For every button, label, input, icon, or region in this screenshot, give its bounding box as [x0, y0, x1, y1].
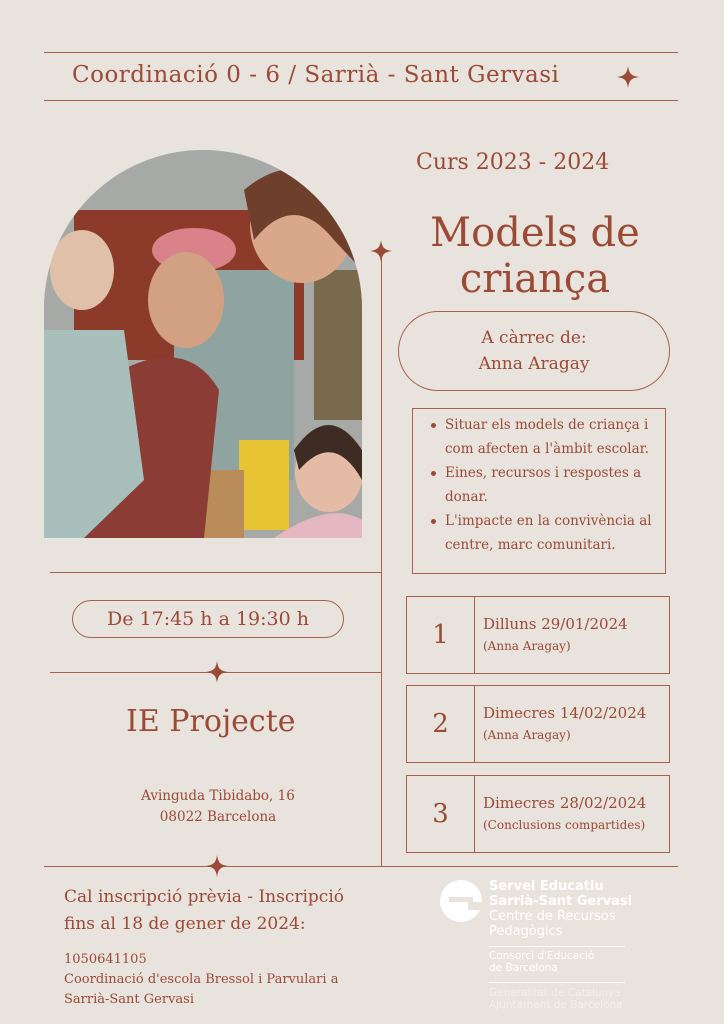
trainer-pill — [398, 311, 670, 391]
contact-text: Coordinació d'escola Bressol i Parvulari a Sarrià-Sant Gervasi — [64, 972, 339, 1007]
topics-box — [412, 408, 666, 574]
service-line-1: Servei Educatiu — [489, 879, 604, 894]
session-date: Dimecres 28/02/2024 — [483, 794, 647, 812]
sparkle-icon — [206, 855, 228, 877]
consorci-line-1: Consorci d'Educació — [489, 950, 595, 962]
session-date: Dilluns 29/01/2024 — [483, 615, 628, 633]
session-number: 2 — [407, 686, 475, 762]
generalitat-line-1: Generalitat de Catalunya — [489, 987, 621, 999]
session-date: Dimecres 14/02/2024 — [483, 704, 647, 722]
center-line-2: Pedagògics — [489, 924, 563, 939]
service-line-2: Sarrià-Sant Gervasi — [489, 894, 633, 909]
generalitat-text — [489, 987, 623, 1011]
header-bottom-rule — [44, 100, 678, 101]
session-speaker: (Anna Aragay) — [483, 728, 571, 742]
sparkle-icon — [370, 240, 392, 262]
sparkle-icon — [617, 66, 639, 88]
address-line-1: Avinguda Tibidabo, 16 — [141, 788, 295, 804]
trainer-label: A càrrec de: — [481, 328, 587, 348]
venue-name: IE Projecte — [126, 704, 296, 739]
trainer-name: Anna Aragay — [478, 354, 590, 374]
servei-educatiu-text — [489, 879, 632, 939]
session-2 — [406, 685, 670, 763]
topic-item: Eines, recursos i respostes a donar. — [427, 461, 657, 509]
rule-below-photo — [50, 572, 382, 573]
address-line-2: 08022 Barcelona — [159, 809, 277, 825]
center-divider — [381, 250, 382, 866]
logo-divider — [489, 946, 625, 947]
institution-logos — [440, 880, 690, 1020]
schedule-time: De 17:45 h a 19:30 h — [107, 608, 309, 630]
session-number: 3 — [407, 776, 475, 852]
footer-rule — [44, 866, 678, 867]
consorci-text — [489, 950, 594, 974]
session-number: 1 — [407, 597, 475, 673]
servei-educatiu-logo-icon — [440, 880, 482, 922]
family-photo — [44, 150, 362, 538]
topic-item: Situar els models de criança i com afecten a l'àmbit escolar. — [427, 413, 657, 461]
course-year: Curs 2023 - 2024 — [416, 150, 610, 175]
course-title: Models de criança — [430, 210, 640, 302]
registration-code: 1050641105 — [64, 952, 147, 967]
center-line-1: Centre de Recursos — [489, 909, 616, 924]
header-title: Coordinació 0 - 6 / Sarrià - Sant Gervasi — [72, 62, 560, 88]
topic-item: L'impacte en la convivència al centre, marc comunitari. — [427, 509, 657, 557]
registration-note: Cal inscripció prèvia - Inscripció fins al 18 de gener de 2024: — [64, 887, 345, 934]
generalitat-line-2: Ajuntament de Barcelona — [489, 999, 623, 1011]
session-3 — [406, 775, 670, 853]
venue-address — [126, 786, 310, 828]
time-pill — [72, 600, 344, 638]
session-speaker: (Anna Aragay) — [483, 639, 571, 653]
session-1 — [406, 596, 670, 674]
sparkle-icon — [206, 661, 228, 683]
session-speaker: (Conclusions compartides) — [483, 818, 646, 832]
logo-divider — [489, 982, 625, 983]
header-top-rule — [44, 52, 678, 53]
registration-contact — [64, 950, 374, 1010]
consorci-line-2: de Barcelona — [489, 962, 558, 974]
